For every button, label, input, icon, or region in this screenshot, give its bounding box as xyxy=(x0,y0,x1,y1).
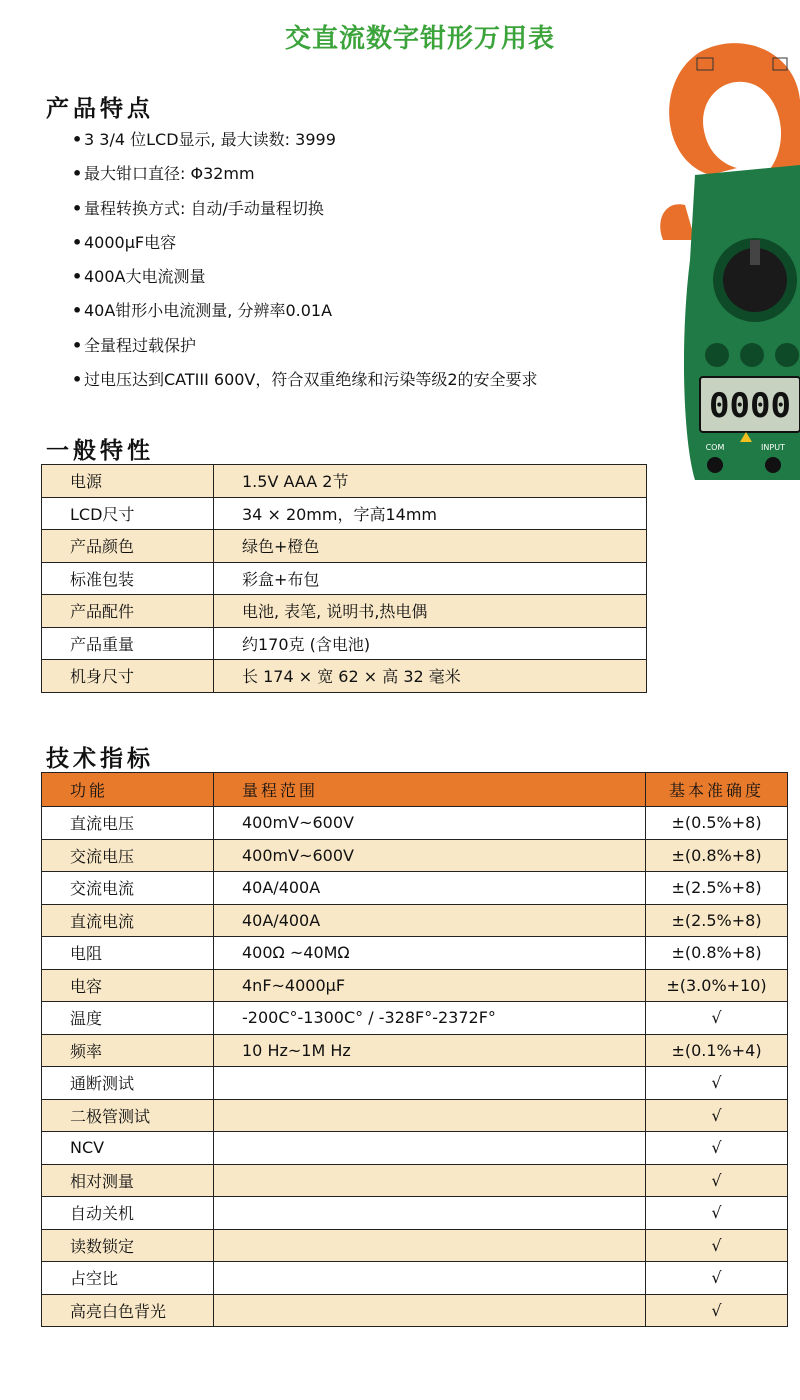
row-value: 彩盒+布包 xyxy=(214,562,647,595)
list-item: • 全量程过载保护 xyxy=(72,335,197,355)
row-key: 标准包装 xyxy=(42,562,214,595)
spec-range: -200C°-1300C° / -328F°-2372F° xyxy=(214,1002,646,1035)
general-heading: 一般特性 xyxy=(46,438,154,464)
table-row xyxy=(42,1262,788,1295)
spec-range xyxy=(214,1197,646,1230)
spec-accuracy: √ xyxy=(646,1197,788,1230)
spec-accuracy: √ xyxy=(646,1229,788,1262)
table-row xyxy=(42,497,647,530)
specs-heading: 技术指标 xyxy=(46,746,154,772)
spec-range: 10 Hz~1M Hz xyxy=(214,1034,646,1067)
features-list xyxy=(72,126,538,400)
row-key: 产品配件 xyxy=(42,595,214,628)
spec-function: 电阻 xyxy=(42,937,214,970)
list-item: • 最大钳口直径: Φ32mm xyxy=(72,164,255,184)
spec-function: 高亮白色背光 xyxy=(42,1294,214,1327)
table-row xyxy=(42,660,647,693)
list-item: • 4000μF电容 xyxy=(72,232,177,252)
spec-range: 400mV~600V xyxy=(214,807,646,840)
tech-specs-table xyxy=(41,772,788,1327)
spec-range: 400mV~600V xyxy=(214,839,646,872)
row-value: 长 174 × 宽 62 × 高 32 毫米 xyxy=(214,660,647,693)
table-row xyxy=(42,807,788,840)
spec-accuracy: ±(0.8%+8) xyxy=(646,839,788,872)
spec-accuracy: √ xyxy=(646,1164,788,1197)
spec-function: 交流电流 xyxy=(42,872,214,905)
spec-accuracy: √ xyxy=(646,1002,788,1035)
table-row xyxy=(42,904,788,937)
spec-accuracy: ±(2.5%+8) xyxy=(646,904,788,937)
spec-range xyxy=(214,1262,646,1295)
spec-range: 4nF~4000μF xyxy=(214,969,646,1002)
column-header-accuracy: 基本准确度 xyxy=(646,773,788,807)
spec-function: 交流电压 xyxy=(42,839,214,872)
spec-range: 40A/400A xyxy=(214,872,646,905)
table-header-row xyxy=(42,773,788,807)
row-value: 绿色+橙色 xyxy=(214,530,647,563)
spec-accuracy: √ xyxy=(646,1294,788,1327)
spec-function: NCV xyxy=(42,1132,214,1165)
spec-accuracy: ±(0.1%+4) xyxy=(646,1034,788,1067)
list-item: • 40A钳形小电流测量, 分辨率0.01A xyxy=(72,301,333,321)
meter-body xyxy=(684,165,800,480)
features-heading: 产品特点 xyxy=(46,96,154,122)
row-key: 产品重量 xyxy=(42,627,214,660)
row-key: 产品颜色 xyxy=(42,530,214,563)
com-label: COM xyxy=(705,443,725,452)
spec-range xyxy=(214,1067,646,1100)
spec-function: 通断测试 xyxy=(42,1067,214,1100)
spec-function: 相对测量 xyxy=(42,1164,214,1197)
spec-accuracy: √ xyxy=(646,1067,788,1100)
list-item: • 400A大电流测量 xyxy=(72,267,206,287)
row-value: 34 × 20mm，字高14mm xyxy=(214,497,647,530)
spec-accuracy: ±(0.8%+8) xyxy=(646,937,788,970)
table-row xyxy=(42,1002,788,1035)
spec-accuracy: ±(2.5%+8) xyxy=(646,872,788,905)
spec-range xyxy=(214,1294,646,1327)
row-value: 约170克 (含电池) xyxy=(214,627,647,660)
general-specs-table xyxy=(41,464,647,693)
spec-range xyxy=(214,1132,646,1165)
row-value: 1.5V AAA 2节 xyxy=(214,465,647,498)
table-row xyxy=(42,465,647,498)
table-row xyxy=(42,872,788,905)
spec-accuracy: √ xyxy=(646,1262,788,1295)
spec-accuracy: √ xyxy=(646,1132,788,1165)
table-row xyxy=(42,1099,788,1132)
table-row xyxy=(42,1197,788,1230)
spec-accuracy: ±(0.5%+8) xyxy=(646,807,788,840)
column-header-range: 量程范围 xyxy=(214,773,646,807)
list-item: • 3 3/4 位LCD显示, 最大读数: 3999 xyxy=(72,130,336,149)
row-key: 机身尺寸 xyxy=(42,660,214,693)
row-key: 电源 xyxy=(42,465,214,498)
spec-function: 自动关机 xyxy=(42,1197,214,1230)
spec-function: 读数锁定 xyxy=(42,1229,214,1262)
spec-function: 温度 xyxy=(42,1002,214,1035)
list-item: • 量程转换方式: 自动/手动量程切换 xyxy=(72,198,324,218)
page-title: 交直流数字钳形万用表 xyxy=(284,24,555,54)
spec-range: 40A/400A xyxy=(214,904,646,937)
spec-function: 电容 xyxy=(42,969,214,1002)
table-row xyxy=(42,937,788,970)
spec-accuracy: √ xyxy=(646,1099,788,1132)
table-row xyxy=(42,627,647,660)
spec-function: 直流电压 xyxy=(42,807,214,840)
table-row xyxy=(42,1294,788,1327)
input-label: INPUT xyxy=(761,443,785,452)
row-value: 电池, 表笔, 说明书,热电偶 xyxy=(214,595,647,628)
clamp-meter-illustration xyxy=(655,40,800,490)
table-row xyxy=(42,1164,788,1197)
table-row xyxy=(42,839,788,872)
table-row xyxy=(42,530,647,563)
column-header-function: 功能 xyxy=(42,773,214,807)
spec-function: 占空比 xyxy=(42,1262,214,1295)
table-row xyxy=(42,562,647,595)
table-row xyxy=(42,1132,788,1165)
spec-function: 频率 xyxy=(42,1034,214,1067)
table-row xyxy=(42,595,647,628)
table-row xyxy=(42,969,788,1002)
spec-range xyxy=(214,1229,646,1262)
spec-function: 直流电流 xyxy=(42,904,214,937)
table-row xyxy=(42,1034,788,1067)
row-key: LCD尺寸 xyxy=(42,497,214,530)
list-item: • 过电压达到CATIII 600V，符合双重绝缘和污染等级2的安全要求 xyxy=(72,370,538,390)
display-reading: 0000 xyxy=(709,386,791,426)
spec-function: 二极管测试 xyxy=(42,1099,214,1132)
table-row xyxy=(42,1229,788,1262)
spec-range xyxy=(214,1099,646,1132)
table-row xyxy=(42,1067,788,1100)
spec-range: 400Ω ~40MΩ xyxy=(214,937,646,970)
spec-range xyxy=(214,1164,646,1197)
spec-accuracy: ±(3.0%+10) xyxy=(646,969,788,1002)
